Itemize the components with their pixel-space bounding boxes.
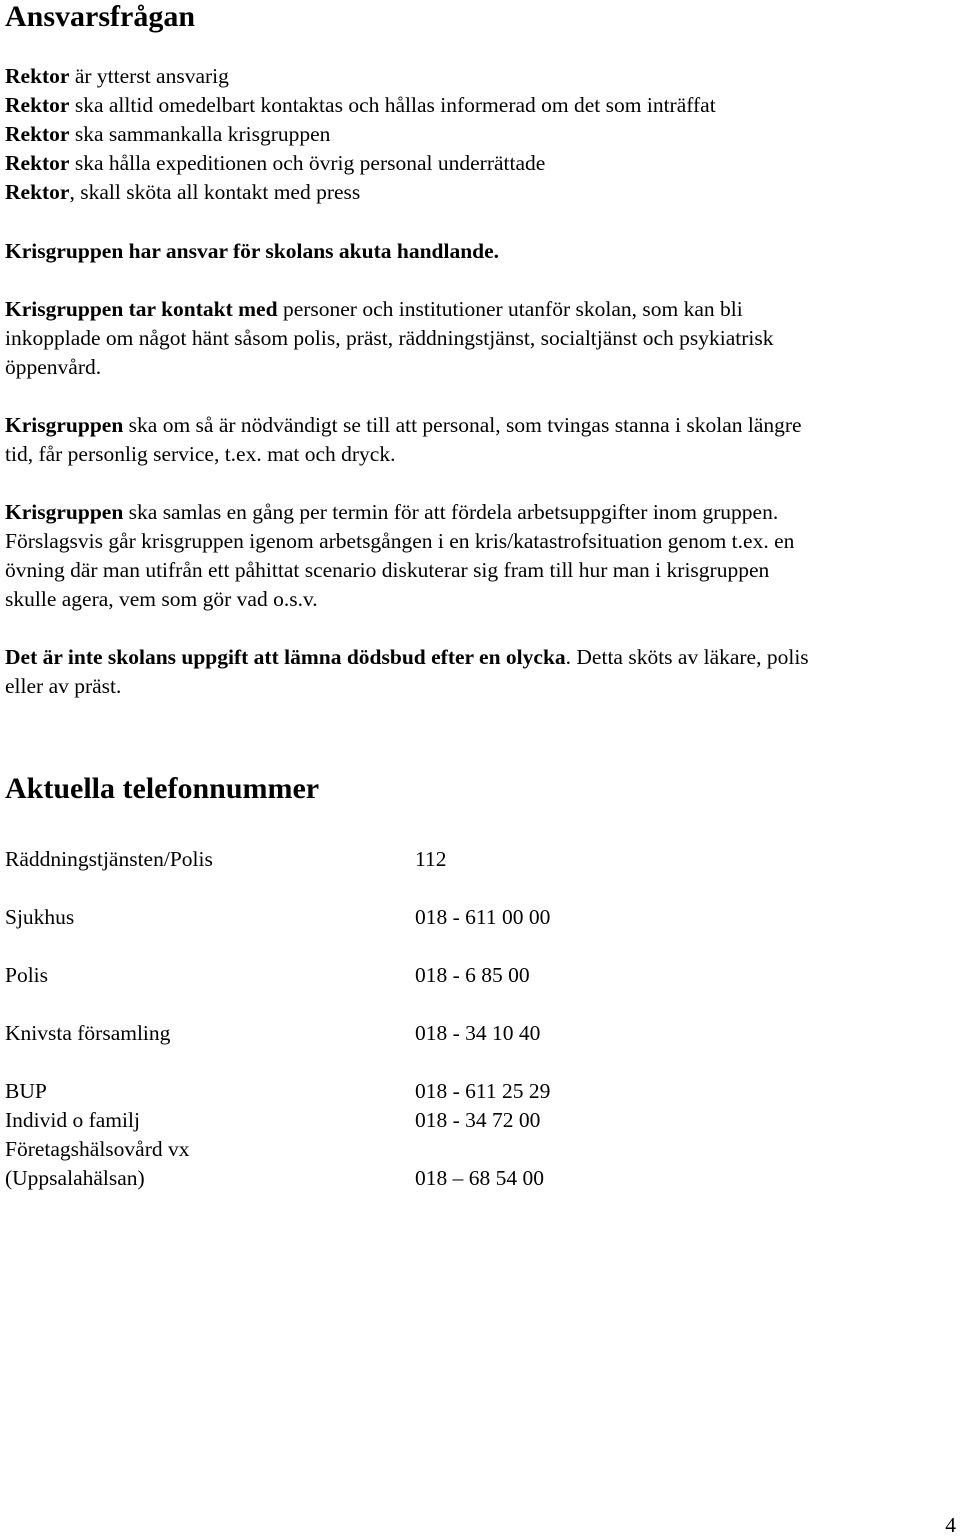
paragraph-samlas: Krisgruppen ska samlas en gång per termin för att fördela arbetsuppgifter inom gruppen. Förslagsvis går krisgruppen igenom arbetsgången i en kris/katastrofsituation genom t.ex. en övning där man utifrån ett påhittat scenario diskuterar sig fram till hur man i krisgruppen skulle agera, vem som gör vad o.s.v. [5, 500, 795, 611]
phone-number: 018 – 68 54 00 [415, 1166, 544, 1190]
page-number: 4 [945, 1513, 956, 1537]
phone-number: 018 - 611 00 00 [415, 905, 551, 929]
page-title: Ansvarsfrågan [5, 0, 196, 33]
phone-name: BUP [5, 1079, 47, 1103]
phone-name: Knivsta församling [5, 1021, 171, 1045]
phone-number: 018 - 611 25 29 [415, 1079, 551, 1103]
phone-number: 112 [415, 847, 447, 871]
phone-name: (Uppsalahälsan) [5, 1166, 145, 1190]
phone-number: 018 - 34 72 00 [415, 1108, 541, 1132]
paragraph-service: Krisgruppen ska om så är nödvändigt se till att personal, som tvingas stanna i skolan längre tid, får personlig service, t.ex. mat och dryck. [5, 413, 802, 466]
rektor-line: Rektor ska sammankalla krisgruppen [5, 122, 331, 146]
phone-name: Sjukhus [5, 905, 75, 929]
phone-name: Företagshälsovård vx [5, 1137, 190, 1161]
rektor-line: Rektor, skall sköta all kontakt med press [5, 180, 361, 204]
rektor-line: Rektor är ytterst ansvarig [5, 64, 229, 88]
phone-number: 018 - 34 10 40 [415, 1021, 541, 1045]
rektor-line: Rektor ska hålla expeditionen och övrig personal underrättade [5, 151, 546, 175]
rektor-line: Rektor ska alltid omedelbart kontaktas och hållas informerad om det som inträffat [5, 93, 716, 117]
phone-section-title: Aktuella telefonnummer [5, 772, 320, 805]
paragraph-ansvar: Krisgruppen har ansvar för skolans akuta handlande. [5, 239, 500, 263]
phone-name: Polis [5, 963, 49, 987]
phone-name: Individ o familj [5, 1108, 140, 1132]
phone-name: Räddningstjänsten/Polis [5, 847, 213, 871]
paragraph-kontakt: Krisgruppen tar kontakt med personer och institutioner utanför skolan, som kan bli inkopplade om något hänt såsom polis, präst, räddningstjänst, socialtjänst och psykiatrisk öppenvård. [5, 297, 774, 379]
rektor-list [5, 62, 950, 207]
phone-number: 018 - 6 85 00 [415, 963, 530, 987]
paragraph-dodsbud: Det är inte skolans uppgift att lämna dödsbud efter en olycka. Detta sköts av läkare, polis eller av präst. [5, 645, 809, 698]
